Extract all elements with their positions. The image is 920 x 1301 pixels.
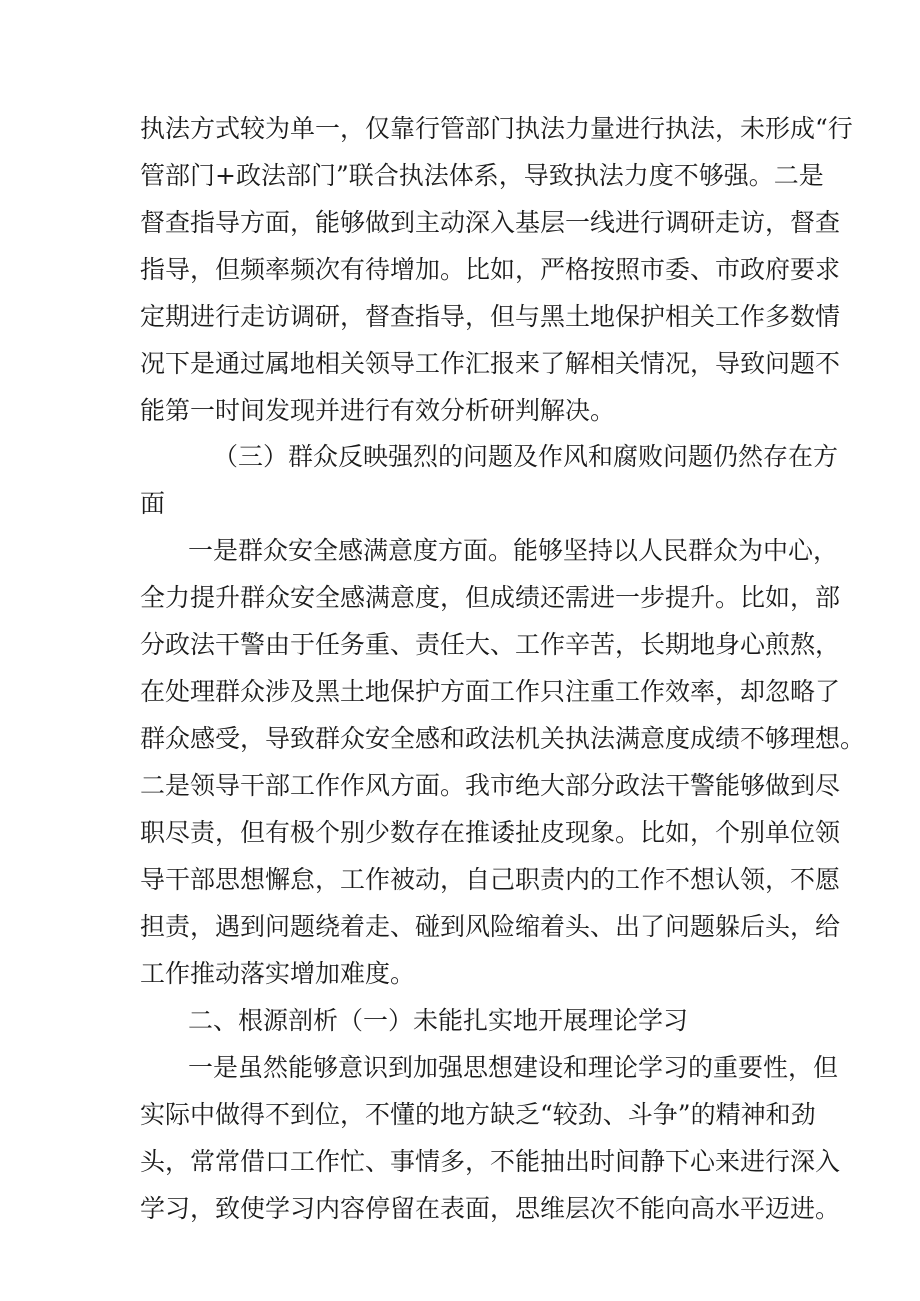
text-line: 担责，遇到问题绕着走、碰到风险缩着头、出了问题躲后头，给 [140, 912, 841, 941]
text-line: 实际中做得不到位，不懂的地方缺乏“较劲、斗争”的精神和劲 [140, 1100, 816, 1129]
text-line: 在处理群众涉及黑土地保护方面工作只注重工作效率，却忽略了 [140, 677, 841, 706]
text-line: 群众感受，导致群众安全感和政法机关执法满意度成绩不够理想。 [140, 724, 866, 753]
text-line: 管部门+政法部门”联合执法体系，导致执法力度不够强。二是 [140, 161, 824, 190]
section-heading: （三）群众反映强烈的问题及作风和腐败问题仍然存在方 [213, 442, 839, 471]
text-line: 分政法干警由于任务重、责任大、工作辛苦，长期地身心煎熬， [140, 630, 841, 659]
text-line: 头，常常借口工作忙、事情多，不能抽出时间静下心来进行深入 [140, 1147, 841, 1176]
paragraph-first-line: 一是虽然能够意识到加强思想建设和理论学习的重要性，但 [188, 1053, 839, 1082]
text-line: 指导，但频率频次有待增加。比如，严格按照市委、市政府要求 [140, 255, 841, 284]
text-line: 导干部思想懈怠，工作被动，自己职责内的工作不想认领，不愿 [140, 865, 841, 894]
text-line: 全力提升群众安全感满意度，但成绩还需进一步提升。比如，部 [140, 583, 841, 612]
text-line: 工作推动落实增加难度。 [140, 959, 416, 988]
section-heading-continuation: 面 [140, 489, 166, 518]
text-line: 定期进行走访调研，督查指导，但与黑土地保护相关工作多数情 [140, 302, 841, 331]
text-line: 学习，致使学习内容停留在表面，思维层次不能向高水平迈进。 [140, 1194, 841, 1223]
text-line: 执法方式较为单一，仅靠行管部门执法力量进行执法，未形成“行 [140, 114, 853, 143]
text-line: 督查指导方面，能够做到主动深入基层一线进行调研走访，督查 [140, 208, 841, 237]
paragraph-first-line: 一是群众安全感满意度方面。能够坚持以人民群众为中心， [188, 536, 839, 565]
section-heading: 二、根源剖析（一）未能扎实地开展理论学习 [188, 1006, 689, 1035]
text-line: 二是领导干部工作作风方面。我市绝大部分政法干警能够做到尽 [140, 771, 841, 800]
text-line: 能第一时间发现并进行有效分析研判解决。 [140, 396, 616, 425]
text-line: 职尽责，但有极个别少数存在推诿扯皮现象。比如，个别单位领 [140, 818, 841, 847]
text-line: 况下是通过属地相关领导工作汇报来了解相关情况，导致问题不 [140, 349, 841, 378]
